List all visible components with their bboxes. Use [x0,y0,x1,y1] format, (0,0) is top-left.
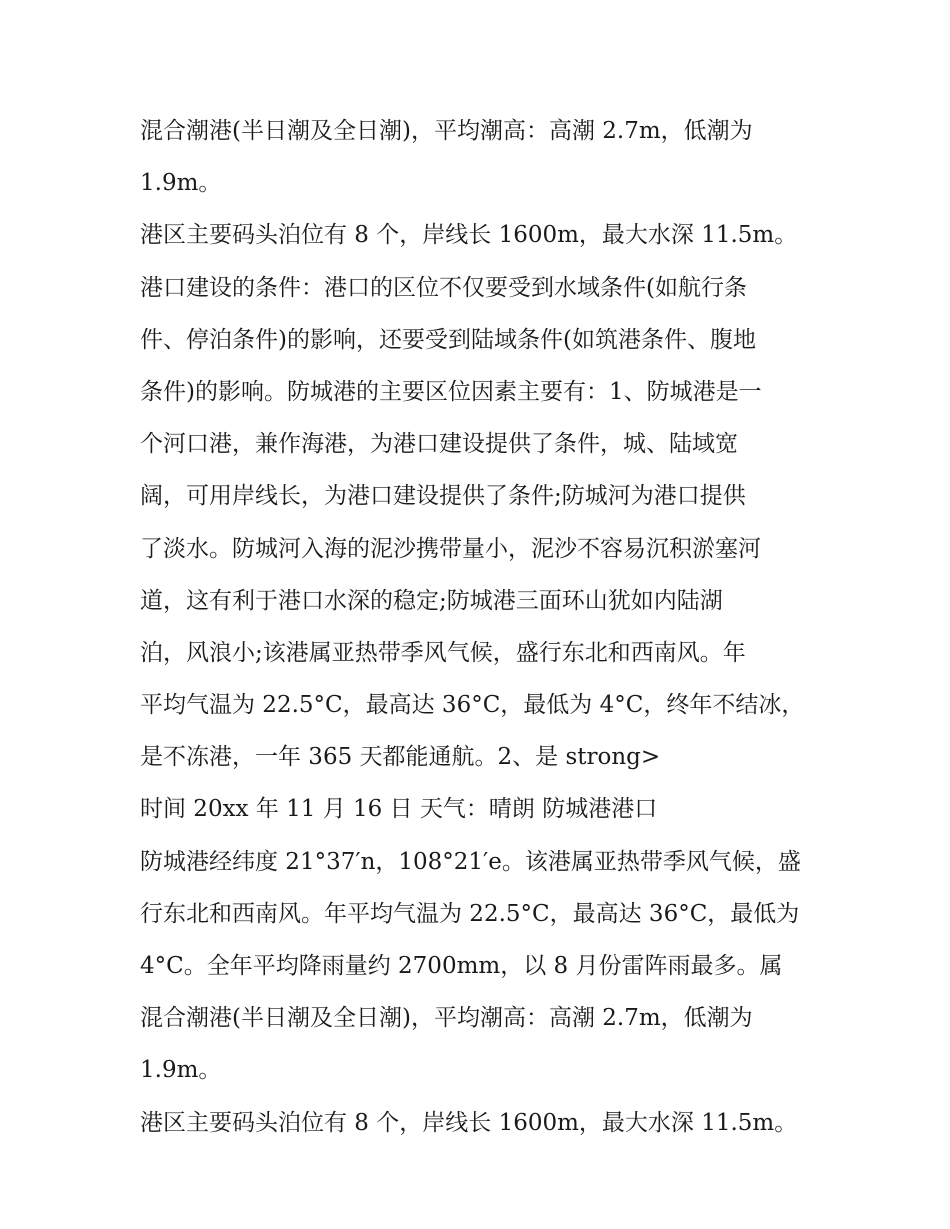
text-line: 时间 20xx 年 11 月 16 日 天气：晴朗 防城港港口 [140,796,658,823]
text-line: 混合潮港(半日潮及全日潮)，平均潮高：高潮 2.7m，低潮为 [140,118,753,144]
text-line: 港口建设的条件：港口的区位不仅要受到水域条件(如航行条 [140,274,747,301]
text-line: 平均气温为 22.5°C，最高达 36°C，最低为 4°C，终年不结冰， [140,692,805,719]
text-line: 道，这有利于港口水深的稳定;防城港三面环山犹如内陆湖 [140,587,723,614]
text-line: 1.9m。 [140,1057,222,1084]
document-page [140,105,820,1149]
text-line: 港区主要码头泊位有 8 个，岸线长 1600m，最大水深 11.5m。 [140,222,798,249]
text-line: 是不冻港，一年 365 天都能通航。2、是 strong> [140,744,661,771]
text-line: 1.9m。 [140,170,222,197]
text-line: 防城港经纬度 21°37′n，108°21′e。该港属亚热带季风气候，盛 [140,848,801,875]
text-line: 件、停泊条件)的影响，还要受到陆域条件(如筑港条件、腹地 [140,326,756,353]
text-line: 个河口港，兼作海港，为港口建设提供了条件，城、陆域宽 [140,431,738,458]
text-line: 4°C。全年平均降雨量约 2700mm，以 8 月份雷阵雨最多。属 [140,953,783,979]
text-line: 港区主要码头泊位有 8 个，岸线长 1600m，最大水深 11.5m。 [140,1109,798,1136]
text-line: 条件)的影响。防城港的主要区位因素主要有：1、防城港是一 [140,378,762,405]
text-line: 混合潮港(半日潮及全日潮)，平均潮高：高潮 2.7m，低潮为 [140,1005,753,1032]
text-line: 了淡水。防城河入海的泥沙携带量小，泥沙不容易沉积淤塞河 [140,535,761,562]
text-line: 行东北和西南风。年平均气温为 22.5°C，最高达 36°C，最低为 [140,900,800,927]
text-line: 阔，可用岸线长，为港口建设提供了条件;防城河为港口提供 [140,483,746,510]
text-line: 泊，风浪小;该港属亚热带季风气候，盛行东北和西南风。年 [140,639,746,666]
